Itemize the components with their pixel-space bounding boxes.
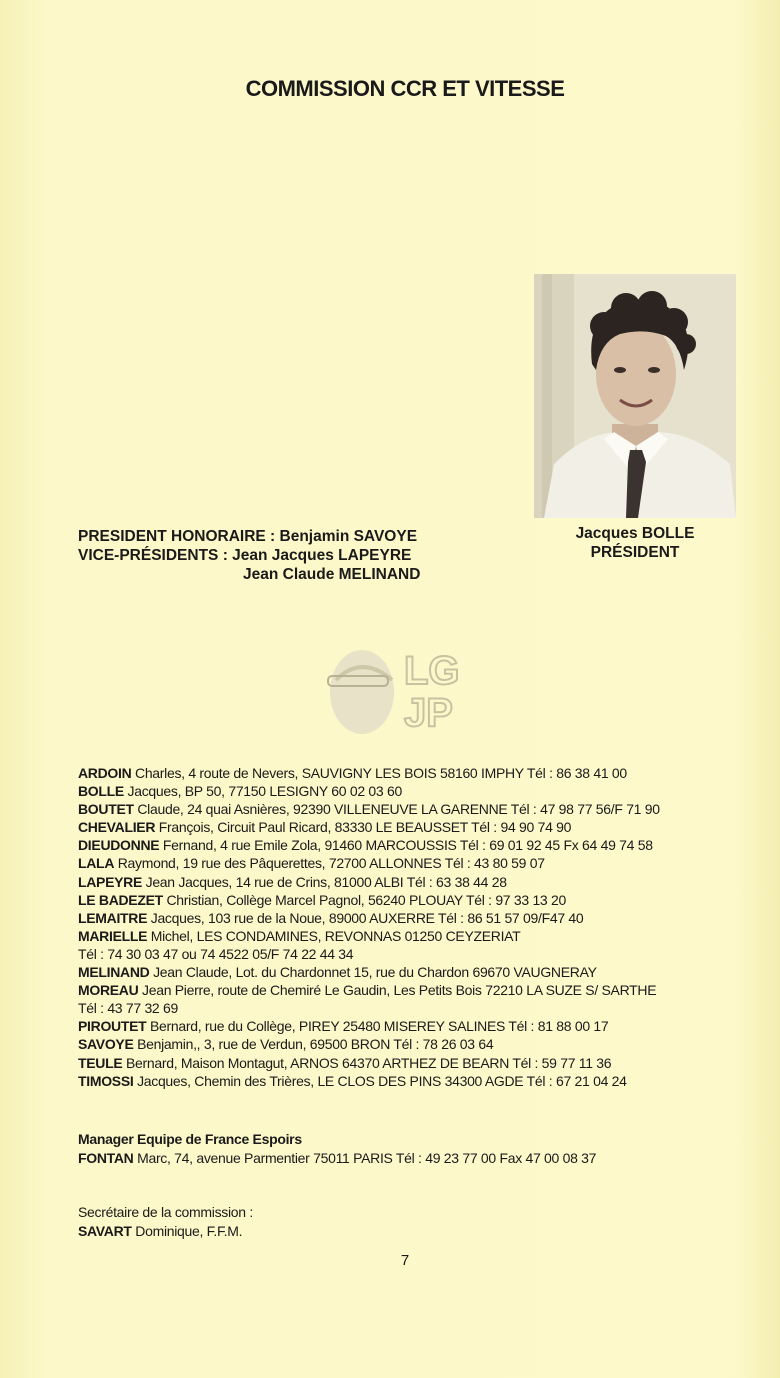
member-name: TIMOSSI xyxy=(78,1072,134,1089)
member-entry xyxy=(78,818,758,836)
member-name: SAVOYE xyxy=(78,1036,134,1053)
officers-block xyxy=(78,527,420,584)
member-details: Christian, Collège Marcel Pagnol, 56240 PLOUAY Tél : 97 33 13 20 xyxy=(166,891,566,908)
member-entry xyxy=(78,999,758,1017)
honorary-president xyxy=(78,527,420,546)
president-caption xyxy=(534,524,736,562)
member-details: Bernard, Maison Montagut, ARNOS 64370 ARTHEZ DE BEARN Tél : 59 77 11 36 xyxy=(125,1054,612,1071)
manager-name: FONTAN xyxy=(78,1149,134,1166)
member-details: Charles, 4 route de Nevers, SAUVIGNY LES BOIS 58160 IMPHY Tél : 86 38 41 00 xyxy=(135,765,627,781)
member-details: Michel, LES CONDAMINES, REVONNAS 01250 CEYZERIAT xyxy=(150,927,521,944)
member-entry xyxy=(78,927,758,945)
member-name: MARIELLE xyxy=(78,927,148,944)
member-details: Jacques, 103 rue de la Noue, 89000 AUXERRE Tél : 86 51 57 09/F47 40 xyxy=(150,909,584,926)
member-name: LALA xyxy=(78,855,115,872)
member-name: ARDOIN xyxy=(78,765,132,781)
page-title: COMMISSION CCR ET VITESSE xyxy=(245,76,565,101)
manager-block xyxy=(78,1130,596,1167)
member-entry xyxy=(78,800,758,818)
member-entry xyxy=(78,1072,758,1090)
secretary-entry xyxy=(78,1222,253,1241)
president-name: Jacques BOLLE xyxy=(575,525,695,542)
members-list xyxy=(78,764,758,1090)
vice-label: VICE-PRÉSIDENTS : xyxy=(78,547,233,564)
member-entry xyxy=(78,873,758,891)
member-entry xyxy=(78,764,758,782)
vice-president-2: Jean Claude MELINAND xyxy=(243,566,421,583)
member-name: BOLLE xyxy=(78,783,124,800)
vice-president-1: Jean Jacques LAPEYRE xyxy=(232,547,412,564)
member-entry xyxy=(78,782,758,800)
member-details: Jean Jacques, 14 rue de Crins, 81000 ALBI Tél : 63 38 44 28 xyxy=(145,873,507,890)
president-photo xyxy=(534,274,736,518)
member-details: François, Circuit Paul Ricard, 83330 LE BEAUSSET Tél : 94 90 74 90 xyxy=(158,819,572,836)
member-details: Jean Pierre, route de Chemiré Le Gaudin, Les Petits Bois 72210 LA SUZE S/ SARTHE xyxy=(142,982,657,999)
member-details: Jacques, BP 50, 77150 LESIGNY 60 02 03 60 xyxy=(127,783,402,800)
president-role: PRÉSIDENT xyxy=(590,544,680,561)
member-entry xyxy=(78,891,758,909)
member-name: PIROUTET xyxy=(78,1018,147,1035)
member-name: MELINAND xyxy=(78,964,150,981)
member-details: Bernard, rue du Collège, PIREY 25480 MISEREY SALINES Tél : 81 88 00 17 xyxy=(149,1018,609,1035)
member-entry xyxy=(78,945,758,963)
member-name: LEMAITRE xyxy=(78,909,148,926)
member-details: Raymond, 19 rue des Pâquerettes, 72700 ALLONNES Tél : 43 80 59 07 xyxy=(117,855,545,872)
member-details: Jacques, Chemin des Trières, LE CLOS DES PINS 34300 AGDE Tél : 67 21 04 24 xyxy=(137,1072,627,1089)
member-entry xyxy=(78,1035,758,1053)
secretary-name: SAVART xyxy=(78,1222,132,1239)
member-details: Fernand, 4 rue Emile Zola, 91460 MARCOUSSIS Tél : 69 01 92 45 Fx 64 49 74 58 xyxy=(162,837,653,854)
member-details: Tél : 74 30 03 47 ou 74 4522 05/F 74 22 44 34 xyxy=(78,945,354,962)
member-entry xyxy=(78,854,758,872)
member-name: LE BADEZET xyxy=(78,891,163,908)
manager-entry xyxy=(78,1149,596,1168)
member-entry xyxy=(78,963,758,981)
secretary-heading: Secrétaire de la commission : xyxy=(78,1204,253,1220)
member-entry xyxy=(78,1054,758,1072)
honorary-label: PRESIDENT HONORAIRE : xyxy=(78,528,280,545)
watermark-image xyxy=(322,636,462,740)
member-entry xyxy=(78,981,758,999)
secretary-block xyxy=(78,1203,253,1240)
logo-text-bottom: JP xyxy=(404,691,453,735)
member-entry xyxy=(78,909,758,927)
portrait-image xyxy=(534,274,736,518)
vice-presidents xyxy=(78,546,420,565)
watermark-logo xyxy=(322,636,462,740)
member-details: Benjamin,, 3, rue de Verdun, 69500 BRON Tél : 78 26 03 64 xyxy=(137,1036,494,1053)
manager-details: Marc, 74, avenue Parmentier 75011 PARIS Tél : 49 23 77 00 Fax 47 00 08 37 xyxy=(137,1149,597,1166)
member-details: Jean Claude, Lot. du Chardonnet 15, rue du Chardon 69670 VAUGNERAY xyxy=(153,964,597,981)
member-name: TEULE xyxy=(78,1054,123,1071)
member-details: Tél : 43 77 32 69 xyxy=(78,1000,178,1017)
member-name: CHEVALIER xyxy=(78,819,156,836)
member-name: MOREAU xyxy=(78,982,139,999)
member-name: LAPEYRE xyxy=(78,873,143,890)
honorary-name: Benjamin SAVOYE xyxy=(279,528,418,545)
member-entry xyxy=(78,1017,758,1035)
page-number: 7 xyxy=(400,1252,410,1269)
member-name: BOUTET xyxy=(78,801,134,818)
member-name: DIEUDONNE xyxy=(78,837,160,854)
manager-heading: Manager Equipe de France Espoirs xyxy=(78,1131,302,1147)
member-details: Claude, 24 quai Asnières, 92390 VILLENEUVE LA GARENNE Tél : 47 98 77 56/F 71 90 xyxy=(137,801,660,818)
secretary-details: Dominique, F.F.M. xyxy=(135,1222,243,1239)
logo-text-top: LG xyxy=(404,649,460,693)
member-entry xyxy=(78,836,758,854)
